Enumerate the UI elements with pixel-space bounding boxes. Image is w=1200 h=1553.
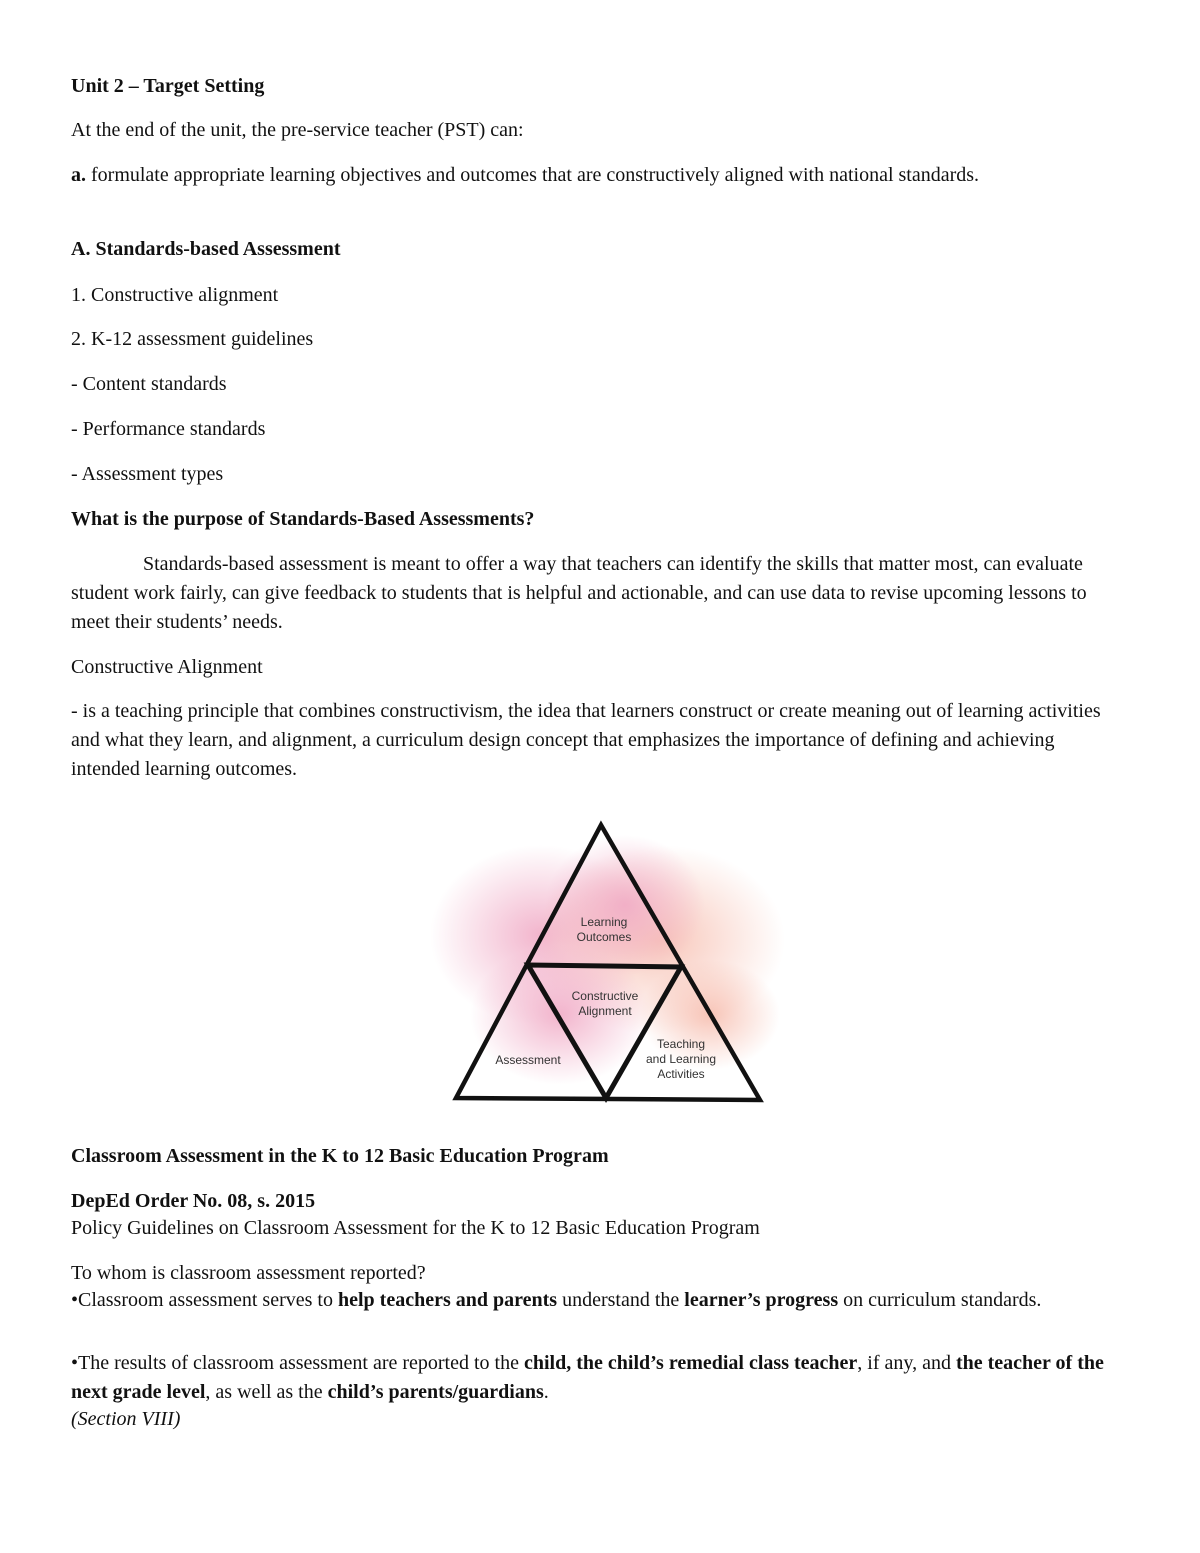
unit-intro: At the end of the unit, the pre-service teacher (PST) can:	[71, 119, 524, 141]
svg-text:Constructive	[572, 989, 639, 1003]
diagram-label-and-learning: and Learning	[645, 1052, 717, 1066]
objective-text: formulate appropriate learning objectives and outcomes that are constructively aligned with national standards.	[91, 164, 980, 186]
diagram-label-teaching: Teaching	[656, 1037, 706, 1051]
bullet-text: •Classroom assessment serves to	[71, 1289, 338, 1311]
svg-text:Alignment	[578, 1004, 632, 1018]
deped-order-subtitle: Policy Guidelines on Classroom Assessment for the K to 12 Basic Education Program	[71, 1217, 760, 1239]
bullet-emphasis: child’s parents/guardians	[327, 1381, 544, 1403]
diagram-label-learning: Learning	[580, 915, 628, 929]
section-a-item: - Content standards	[71, 373, 227, 395]
svg-text:and Learning	[646, 1052, 716, 1066]
bullet-emphasis: help teachers and parents	[337, 1289, 558, 1311]
deped-order-title: DepEd Order No. 08, s. 2015	[71, 1190, 316, 1212]
svg-text:Teaching	[657, 1037, 705, 1051]
constructive-alignment-diagram	[410, 815, 790, 1115]
svg-text:Learning	[581, 915, 628, 929]
purpose-question: What is the purpose of Standards-Based Assessments?	[71, 508, 535, 530]
classroom-assessment-heading: Classroom Assessment in the K to 12 Basic Education Program	[71, 1145, 609, 1167]
bullet-text: •The results of classroom assessment are reported to the	[71, 1352, 524, 1374]
bullet-text: , if any, and	[857, 1352, 956, 1374]
section-a-item: - Performance standards	[71, 418, 266, 440]
section-a-item: 2. K-12 assessment guidelines	[71, 328, 314, 350]
bullet-text: on curriculum standards.	[838, 1289, 1042, 1311]
svg-text:Outcomes	[577, 930, 632, 944]
objective-label: a.	[71, 164, 86, 186]
report-bullet-2	[71, 1349, 1121, 1407]
bullet-emphasis: learner’s progress	[684, 1289, 839, 1311]
diagram-label-activities: Activities	[657, 1067, 705, 1081]
diagram-label-constructive: Constructive	[571, 989, 639, 1003]
section-reference: (Section VIII)	[71, 1408, 181, 1430]
bullet-text: .	[543, 1381, 549, 1403]
diagram-label-outcomes: Outcomes	[576, 930, 632, 944]
section-a-item: 1. Constructive alignment	[71, 284, 279, 306]
report-question: To whom is classroom assessment reported?	[71, 1262, 426, 1284]
constructive-alignment-definition: - is a teaching principle that combines constructivism, the idea that learners construct or create meaning out of learning activities and what they learn, and alignment, a curriculum design concept that emphasizes the importance of defining and achieving intended learning outcomes.	[71, 700, 1101, 780]
section-a-item: - Assessment types	[71, 463, 224, 485]
bullet-emphasis: the teacher of the next grade level	[71, 1352, 1104, 1403]
objective-a	[71, 161, 1121, 190]
constructive-alignment-term: Constructive Alignment	[71, 656, 263, 678]
bullet-emphasis: child, the child’s remedial class teacher	[523, 1352, 858, 1374]
svg-text:Assessment	[495, 1053, 561, 1067]
svg-text:Activities	[657, 1067, 704, 1081]
section-a-heading: A. Standards-based Assessment	[71, 238, 341, 260]
bullet-text: understand the	[557, 1289, 685, 1311]
diagram-label-alignment: Alignment	[578, 1004, 632, 1018]
purpose-answer: Standards-based assessment is meant to offer a way that teachers can identify the skills that matter most, can evaluate student work fairly, can give feedback to students that is helpful and actionable, and can use data to revise upcoming lessons to meet their students’ needs.	[71, 553, 1087, 633]
unit-title: Unit 2 – Target Setting	[71, 75, 265, 97]
report-bullet-1	[71, 1286, 1121, 1315]
diagram-label-assessment: Assessment	[495, 1053, 561, 1067]
bullet-text: , as well as the	[205, 1381, 328, 1403]
